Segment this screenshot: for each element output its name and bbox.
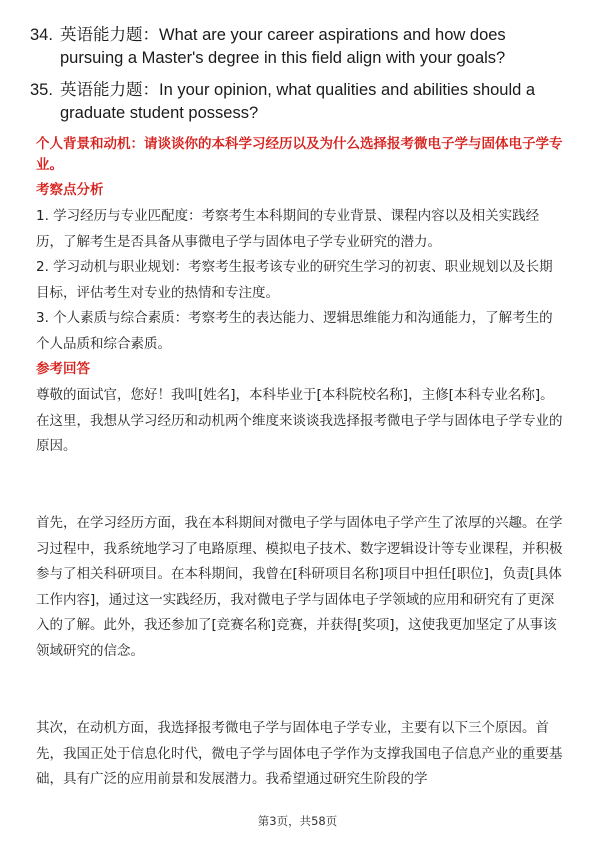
question-number: 34. (30, 26, 53, 44)
question-text: 英语能力题：In your opinion, what qualities and abilities should a graduate student possess? (60, 81, 536, 122)
analysis-heading: 考察点分析 (36, 182, 104, 198)
answer-paragraph-2 (36, 511, 564, 664)
answer-paragraph-1 (36, 383, 564, 460)
answer-heading: 参考回答 (36, 361, 90, 377)
analysis-point: 2. 学习动机与职业规划：考察考生报考该专业的研究生学习的初衷、职业规划以及长期目标，评估考生对专业的热情和专注度。 (36, 259, 553, 301)
answer-paragraph-3 (36, 716, 564, 793)
analysis-points (36, 204, 564, 357)
page-footer: 第3页，共58页 (257, 814, 338, 828)
answer-paragraph: 其次，在动机方面，我选择报考微电子学与固体电子学专业，主要有以下三个原因。首先，我国正处于信息化时代，微电子学与固体电子学作为支撑我国电子信息产业的重要基础，具有广泛的应用前景和发展潜力。我希望通过研究生阶段的学 (36, 720, 563, 787)
answer-paragraph: 首先，在学习经历方面，我在本科期间对微电子学与固体电子学产生了浓厚的兴趣。在学习过程中，我系统地学习了电路原理、模拟电子技术、数字逻辑设计等专业课程，并积极参与了相关科研项目。在本科期间，我曾在[科研项目名称]项目中担任[职位]，负责[具体工作内容]，通过这一实践经历，我对微电子学与固体电子学领域的应用和研究有了更深入的了解。此外，我还参加了[竞赛名称]竞赛，并获得[奖项]，这使我更加坚定了从事该领域研究的信念。 (36, 515, 563, 659)
question-text: 英语能力题：What are your career aspirations and how does pursuing a Master's degree in this field align with your goals? (60, 26, 506, 67)
question-35 (30, 79, 570, 125)
analysis-point: 3. 个人素质与综合素质：考察考生的表达能力、逻辑思维能力和沟通能力，了解考生的个人品质和综合素质。 (36, 310, 553, 352)
topic-title: 个人背景和动机：请谈谈你的本科学习经历以及为什么选择报考微电子学与固体电子学专业。 (36, 136, 563, 173)
answer-paragraph: 尊敬的面试官，您好！我叫[姓名]，本科毕业于[本科院校名称]，主修[本科专业名称]。在这里，我想从学习经历和动机两个维度来谈谈我选择报考微电子学与固体电子学专业的原因。 (36, 387, 563, 454)
analysis-point: 1. 学习经历与专业匹配度：考察考生本科期间的专业背景、课程内容以及相关实践经历，了解考生是否具备从事微电子学与固体电子学专业研究的潜力。 (36, 208, 540, 250)
question-34 (30, 24, 570, 70)
question-number: 35. (30, 81, 53, 99)
